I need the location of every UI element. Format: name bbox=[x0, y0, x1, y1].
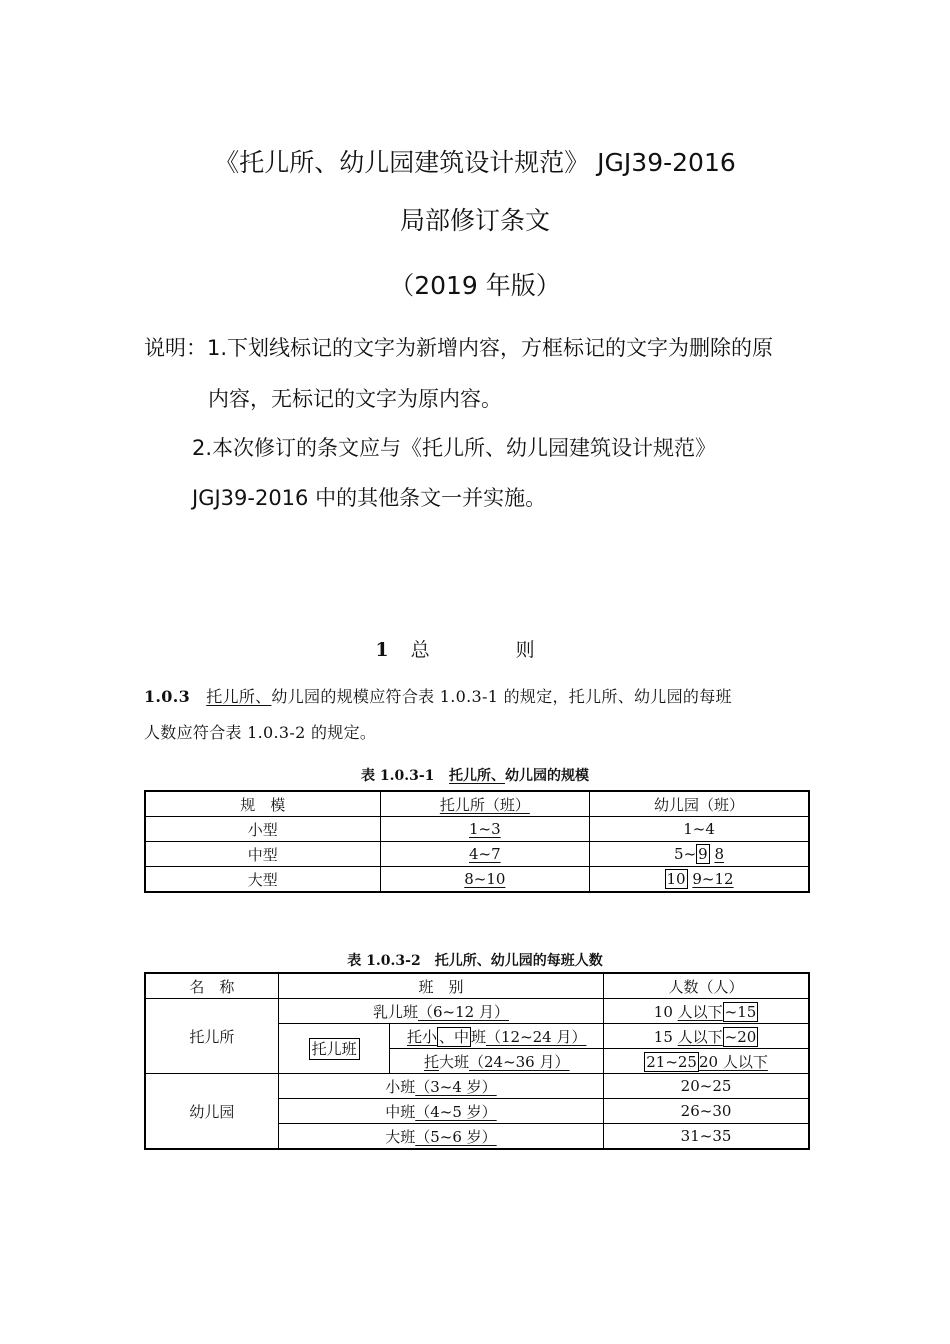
header-cell: 托儿所（班） bbox=[380, 791, 589, 817]
clause-added-text: 托儿所、 bbox=[206, 687, 272, 706]
table-row bbox=[145, 842, 809, 867]
table-cell: 中型 bbox=[145, 842, 380, 867]
header-cell: 名 称 bbox=[145, 973, 278, 999]
table-cell: 乳儿班（6~12 月） bbox=[278, 999, 603, 1024]
document-title: 《托儿所、幼儿园建筑设计规范》 JGJ39-2016 bbox=[214, 148, 736, 177]
deleted-mark: 9 bbox=[698, 845, 708, 863]
note-1-line-2: 内容，无标记的文字为原内容。 bbox=[208, 387, 502, 411]
deleted-mark: ~20 bbox=[724, 1027, 757, 1046]
table-cell: 中班（4~5 岁） bbox=[278, 1099, 603, 1124]
deleted-mark: 、中 bbox=[438, 1027, 469, 1046]
section-heading bbox=[0, 635, 950, 662]
table-cell: 15 人以下 ~20 bbox=[604, 1024, 809, 1049]
added-mark: 20 人以下 bbox=[698, 1052, 768, 1071]
table-cell: 托大班（24~36 月） bbox=[390, 1049, 604, 1074]
clause-line-1 bbox=[144, 684, 732, 707]
table-cell: 1~4 bbox=[590, 817, 809, 842]
table-cell: 26~30 bbox=[604, 1099, 809, 1124]
table-cell bbox=[604, 1049, 809, 1074]
deleted-group-cell bbox=[278, 1024, 390, 1074]
table-1-caption-added: 托儿所、 bbox=[449, 768, 506, 784]
table-row bbox=[145, 867, 809, 893]
table-2-class-size bbox=[144, 972, 810, 1150]
table-cell: 31~35 bbox=[604, 1124, 809, 1150]
group-cell-kindergarten: 幼儿园 bbox=[145, 1074, 278, 1150]
document-subtitle: 局部修订条文 bbox=[399, 206, 550, 235]
table-cell: 8~10 bbox=[380, 867, 589, 893]
table-row bbox=[145, 1074, 809, 1099]
table-1-scale bbox=[144, 790, 810, 893]
table-1-caption-text: 幼儿园的规模 bbox=[505, 768, 590, 784]
table-1-caption bbox=[0, 765, 950, 785]
note-2-line-1: 2.本次修订的条文应与《托儿所、幼儿园建筑设计规范》 bbox=[192, 436, 717, 460]
section-title: 总 则 bbox=[410, 639, 575, 661]
clause-number: 1.0.3 bbox=[144, 687, 191, 706]
table-cell: 1~3 bbox=[380, 817, 589, 842]
table-2-caption: 表 1.0.3-2 托儿所、幼儿园的每班人数 bbox=[347, 953, 603, 969]
table-cell: 10 人以下 ~15 bbox=[604, 999, 809, 1024]
note-2-line-2: JGJ39-2016 中的其他条文一并实施。 bbox=[192, 486, 547, 510]
table-cell: 20~25 bbox=[604, 1074, 809, 1099]
deleted-mark: 21~25 bbox=[646, 1052, 697, 1071]
clause-line-2: 人数应符合表 1.0.3-2 的规定。 bbox=[144, 723, 377, 742]
table-cell: 托小 、中 班（12~24 月） bbox=[390, 1024, 604, 1049]
edition-label: （2019 年版） bbox=[389, 271, 561, 300]
added-mark: 9~12 bbox=[692, 870, 734, 888]
table-header-row bbox=[145, 791, 809, 817]
added-mark: 8 bbox=[714, 845, 725, 863]
table-cell: 大班（5~6 岁） bbox=[278, 1124, 603, 1150]
deleted-mark: ~15 bbox=[724, 1002, 757, 1021]
header-cell: 幼儿园（班） bbox=[590, 791, 809, 817]
note-1-line-1: 说明：1.下划线标记的文字为新增内容，方框标记的文字为删除的原 bbox=[144, 336, 774, 360]
header-cell: 规 模 bbox=[145, 791, 380, 817]
table-cell: 小型 bbox=[145, 817, 380, 842]
table-cell: 大型 bbox=[145, 867, 380, 893]
deleted-mark: 10 bbox=[666, 870, 686, 888]
table-1-caption-number: 表 1.0.3-1 bbox=[360, 768, 435, 784]
table-cell: 小班（3~4 岁） bbox=[278, 1074, 603, 1099]
section-number: 1 bbox=[375, 639, 389, 661]
table-row bbox=[145, 817, 809, 842]
header-cell: 班 别 bbox=[278, 973, 603, 999]
header-cell: 人数（人） bbox=[604, 973, 809, 999]
group-cell-nursery: 托儿所 bbox=[145, 999, 278, 1074]
table-row bbox=[145, 999, 809, 1024]
table-cell: 5~ 9 8 bbox=[590, 842, 809, 867]
table-header-row bbox=[145, 973, 809, 999]
clause-text: 幼儿园的规模应符合表 1.0.3-1 的规定，托儿所、幼儿园的每班 bbox=[271, 687, 732, 706]
table-cell: 4~7 bbox=[380, 842, 589, 867]
deleted-mark: 托儿班 bbox=[309, 1038, 360, 1060]
table-cell bbox=[590, 867, 809, 893]
